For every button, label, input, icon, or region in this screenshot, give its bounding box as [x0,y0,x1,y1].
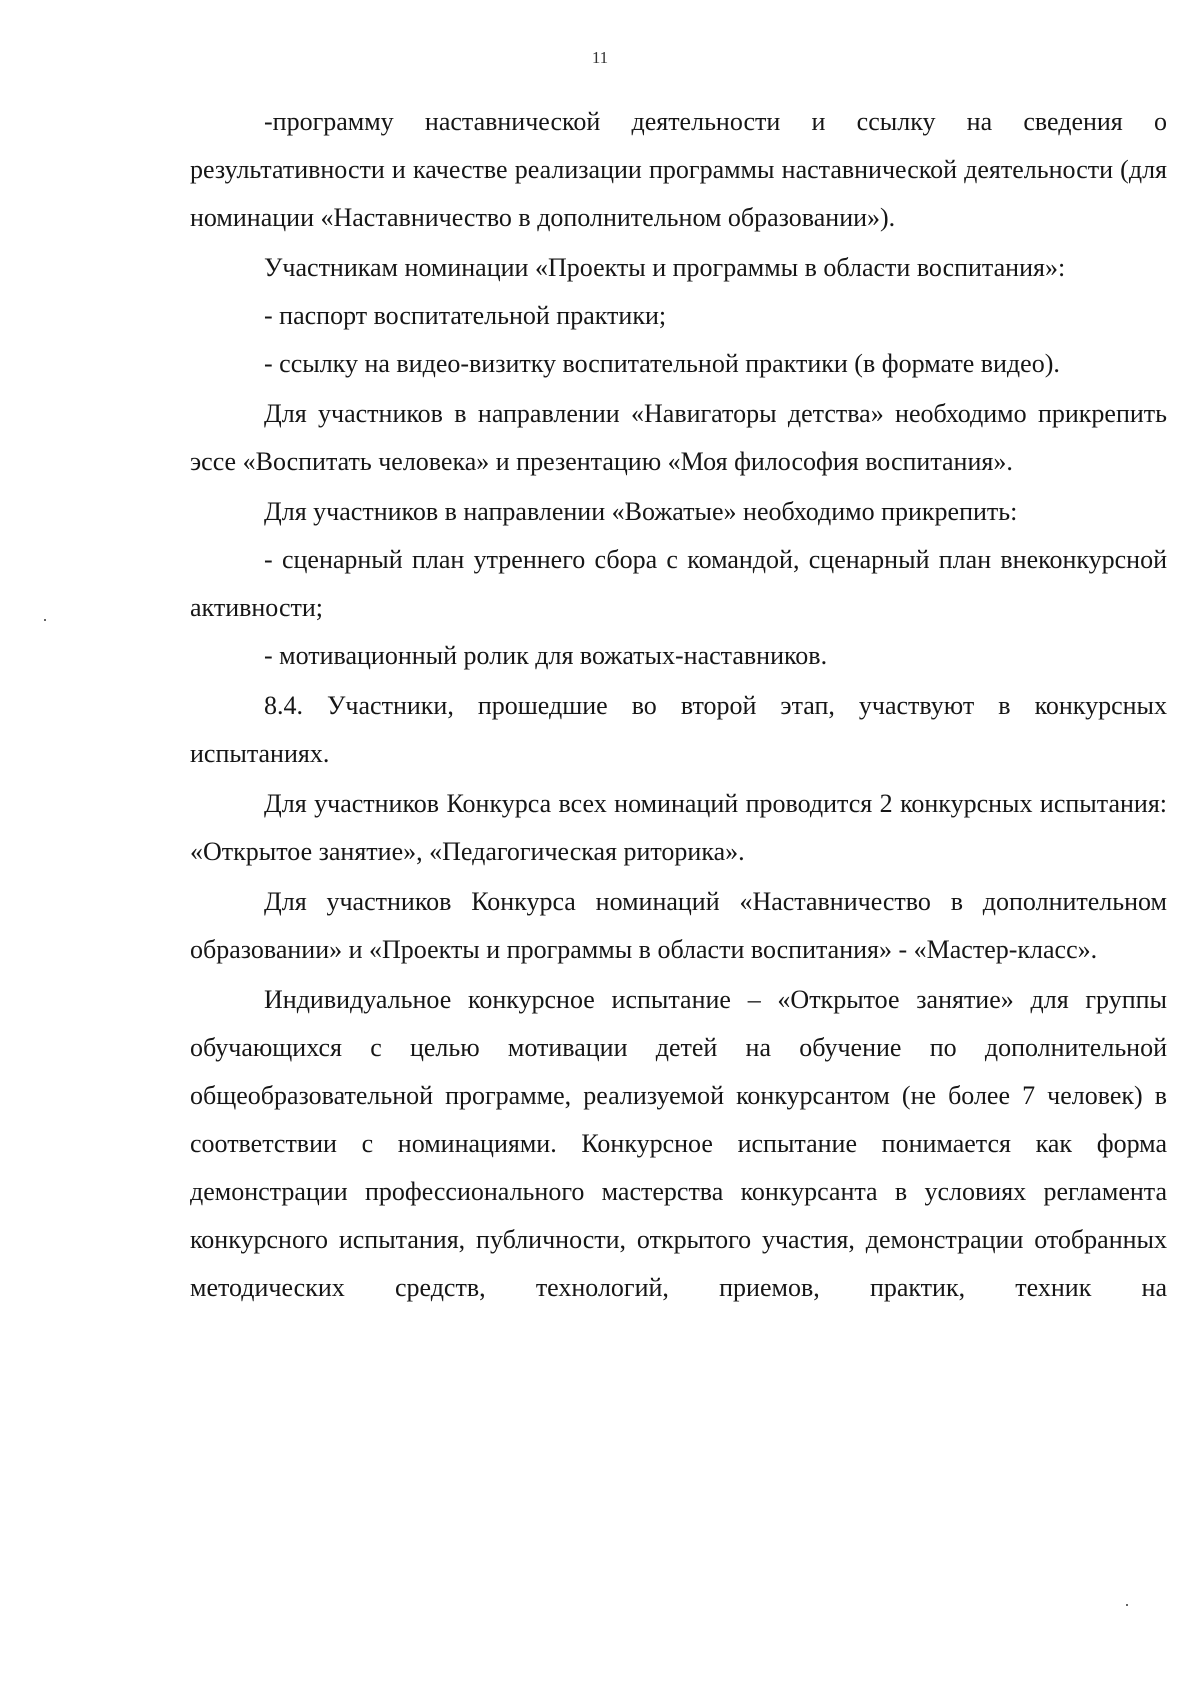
paragraph-section-8-4: 8.4. Участники, прошедшие во второй этап, участвуют в конкурсных испытаниях. [190,691,1167,768]
paragraph-master-class: Для участников Конкурса номинаций «Наставничество в дополнительном образовании» и «Проекты и программы в области воспитания» - «Мастер-класс». [190,887,1167,964]
list-item-passport: - паспорт воспитательной практики; [264,301,667,330]
paragraph-counselors: Для участников в направлении «Вожатые» необходимо прикрепить: [264,497,1018,526]
list-item-video-link: - ссылку на видео-визитку воспитательной практики (в формате видео). [264,349,1060,378]
scan-speck [1126,1604,1128,1606]
paragraph-mentoring-program: -программу наставнической деятельности и ссылку на сведения о результативности и качестве реализации программы наставнической деятельности (для номинации «Наставничество в дополнительном образовании»). [190,107,1167,232]
list-item-motivation-video: - мотивационный ролик для вожатых-наставников. [264,641,828,670]
scan-speck [44,619,46,621]
paragraph-navigators: Для участников в направлении «Навигаторы детства» необходимо прикрепить эссе «Воспитать человека» и презентацию «Моя философия воспитания». [190,399,1167,476]
page-number: 11 [591,48,609,67]
paragraph-two-trials: Для участников Конкурса всех номинаций проводится 2 конкурсных испытания: «Открытое занятие», «Педагогическая риторика». [190,789,1167,866]
document-body [190,98,1167,1312]
paragraph-open-lesson: Индивидуальное конкурсное испытание – «Открытое занятие» для группы обучающихся с целью мотивации детей на обучение по дополнительной общеобразовательной программе, реализуемой конкурсантом (не более 7 человек) в соответствии с номинациями. Конкурсное испытание понимается как форма демонстрации профессионального мастерства конкурсанта в условиях регламента конкурсного испытания, публичности, открытого участия, демонстрации отобранных методических средств, технологий, приемов, практик, техник на [190,985,1167,1302]
list-item-scenario-plan: - сценарный план утреннего сбора с командой, сценарный план внеконкурсной активности; [190,545,1167,622]
paragraph-projects-nomination: Участникам номинации «Проекты и программы в области воспитания»: [264,253,1066,282]
